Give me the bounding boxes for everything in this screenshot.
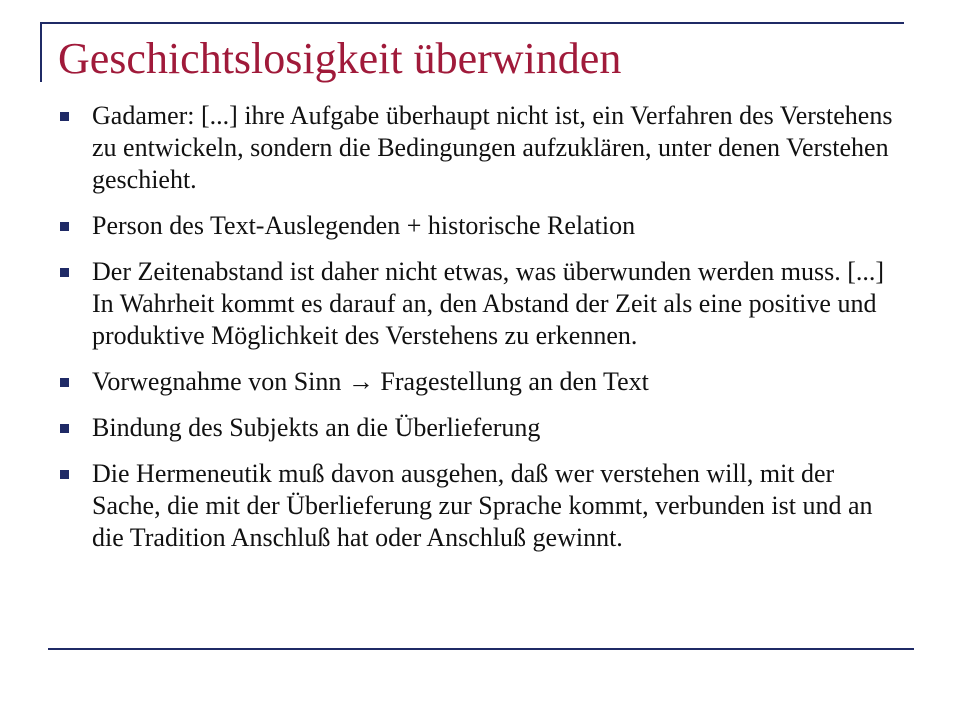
- bullet-list: [56, 100, 908, 568]
- square-bullet-icon: [60, 112, 69, 121]
- bullet-item: [56, 458, 908, 554]
- bullet-item: [56, 412, 908, 444]
- bullet-text: Person des Text-Auslegenden + historische Relation: [92, 211, 636, 240]
- square-bullet-icon: [60, 424, 69, 433]
- square-bullet-icon: [60, 222, 69, 231]
- bullet-item: [56, 100, 908, 196]
- slide-title: Geschichtslosigkeit überwinden: [58, 34, 622, 83]
- bullet-text: Gadamer: [...] ihre Aufgabe überhaupt nicht ist, ein Verfahren des Verstehens zu entwickeln, sondern die Bedingungen aufzuklären, unter denen Verstehen geschieht.: [92, 101, 893, 194]
- bullet-item: [56, 210, 908, 242]
- bullet-text: Vorwegnahme von Sinn → Fragestellung an den Text: [92, 367, 649, 396]
- square-bullet-icon: [60, 268, 69, 277]
- left-rule: [40, 22, 42, 82]
- top-rule: [40, 22, 904, 24]
- square-bullet-icon: [60, 378, 69, 387]
- bullet-text: Die Hermeneutik muß davon ausgehen, daß wer verstehen will, mit der Sache, die mit der Überlieferung zur Sprache kommt, verbunden ist und an die Tradition Anschluß hat oder Anschluß gewinnt.: [92, 459, 873, 552]
- bullet-item: [56, 366, 908, 398]
- bullet-item: [56, 256, 908, 352]
- bullet-text: Bindung des Subjekts an die Überlieferung: [92, 413, 541, 442]
- bullet-text: Der Zeitenabstand ist daher nicht etwas, was überwunden werden muss. [...] In Wahrheit kommt es darauf an, den Abstand der Zeit als eine positive und produktive Möglichkeit des Verstehens zu erkennen.: [92, 257, 885, 350]
- bottom-rule: [48, 648, 914, 650]
- square-bullet-icon: [60, 470, 69, 479]
